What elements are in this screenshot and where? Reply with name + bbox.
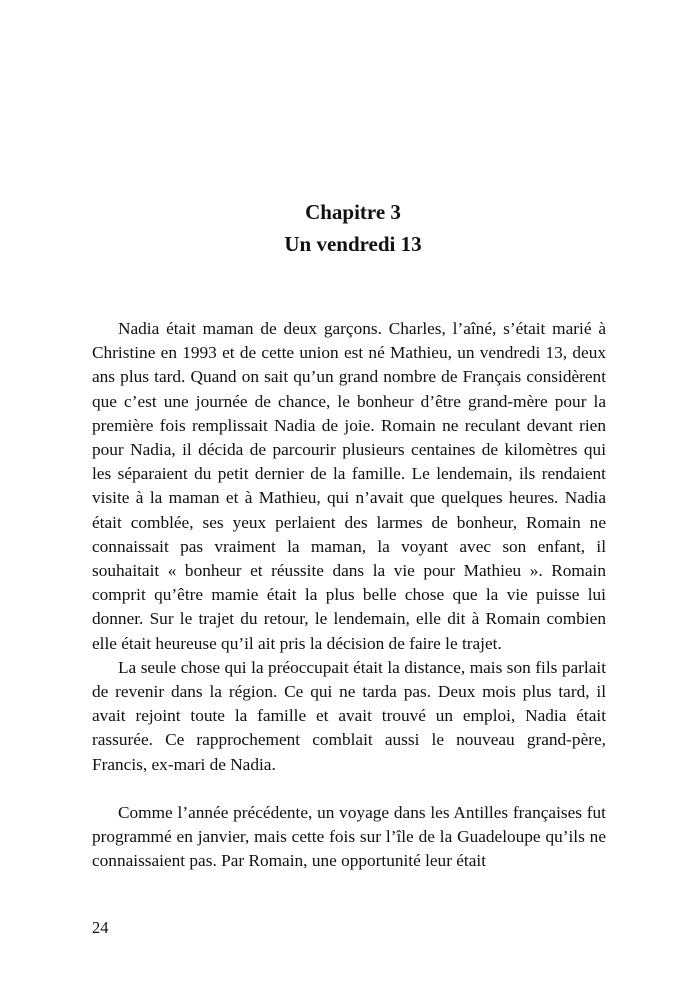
chapter-heading <box>0 196 700 260</box>
chapter-title: Un vendredi 13 <box>284 232 422 256</box>
chapter-number: Chapitre 3 <box>305 200 401 224</box>
paragraph: La seule chose qui la préoccupait était la distance, mais son fils parlait de revenir dans la région. Ce qui ne tarda pas. Deux mois plus tard, il avait rejoint toute la famille et avait trouvé un emploi, Nadia était rassurée. Ce rapprochement comblait aussi le nouveau grand-père, Francis, ex-mari de Nadia. <box>92 657 606 774</box>
body-text <box>92 317 606 873</box>
paragraph: Nadia était maman de deux garçons. Charles, l’aîné, s’était marié à Christine en 1993 et de cette union est né Mathieu, un vendredi 13, deux ans plus tard. Quand on sait qu’un grand nombre de Français considèrent que c’est une journée de chance, le bonheur d’être grand-mère pour la première fois remplissait Nadia de joie. Romain ne reculant devant rien pour Nadia, il décida de parcourir plusieurs centaines de kilomètres qui les séparaient du petit dernier de la famille. Le lendemain, ils rendaient visite à la maman et à Mathieu, qui n’avait que quelques heures. Nadia était comblée, ses yeux perlaient des larmes de bonheur, Romain ne connaissait pas vraiment la maman, la voyant avec son enfant, il souhaitait « bonheur et réussite dans la vie pour Mathieu ». Romain comprit qu’être mamie était la plus belle chose que la vie puisse lui donner. Sur le trajet du retour, le lendemain, elle dit à Romain combien elle était heureuse qu’il ait pris la décision de faire le trajet. <box>92 319 606 653</box>
paragraph: Comme l’année précédente, un voyage dans les Antilles françaises fut programmé en janvier, mais cette fois sur l’île de la Guadeloupe qu’ils ne connaissaient pas. Par Romain, une opportunité leur était <box>92 802 606 871</box>
page-number: 24 <box>92 918 109 937</box>
